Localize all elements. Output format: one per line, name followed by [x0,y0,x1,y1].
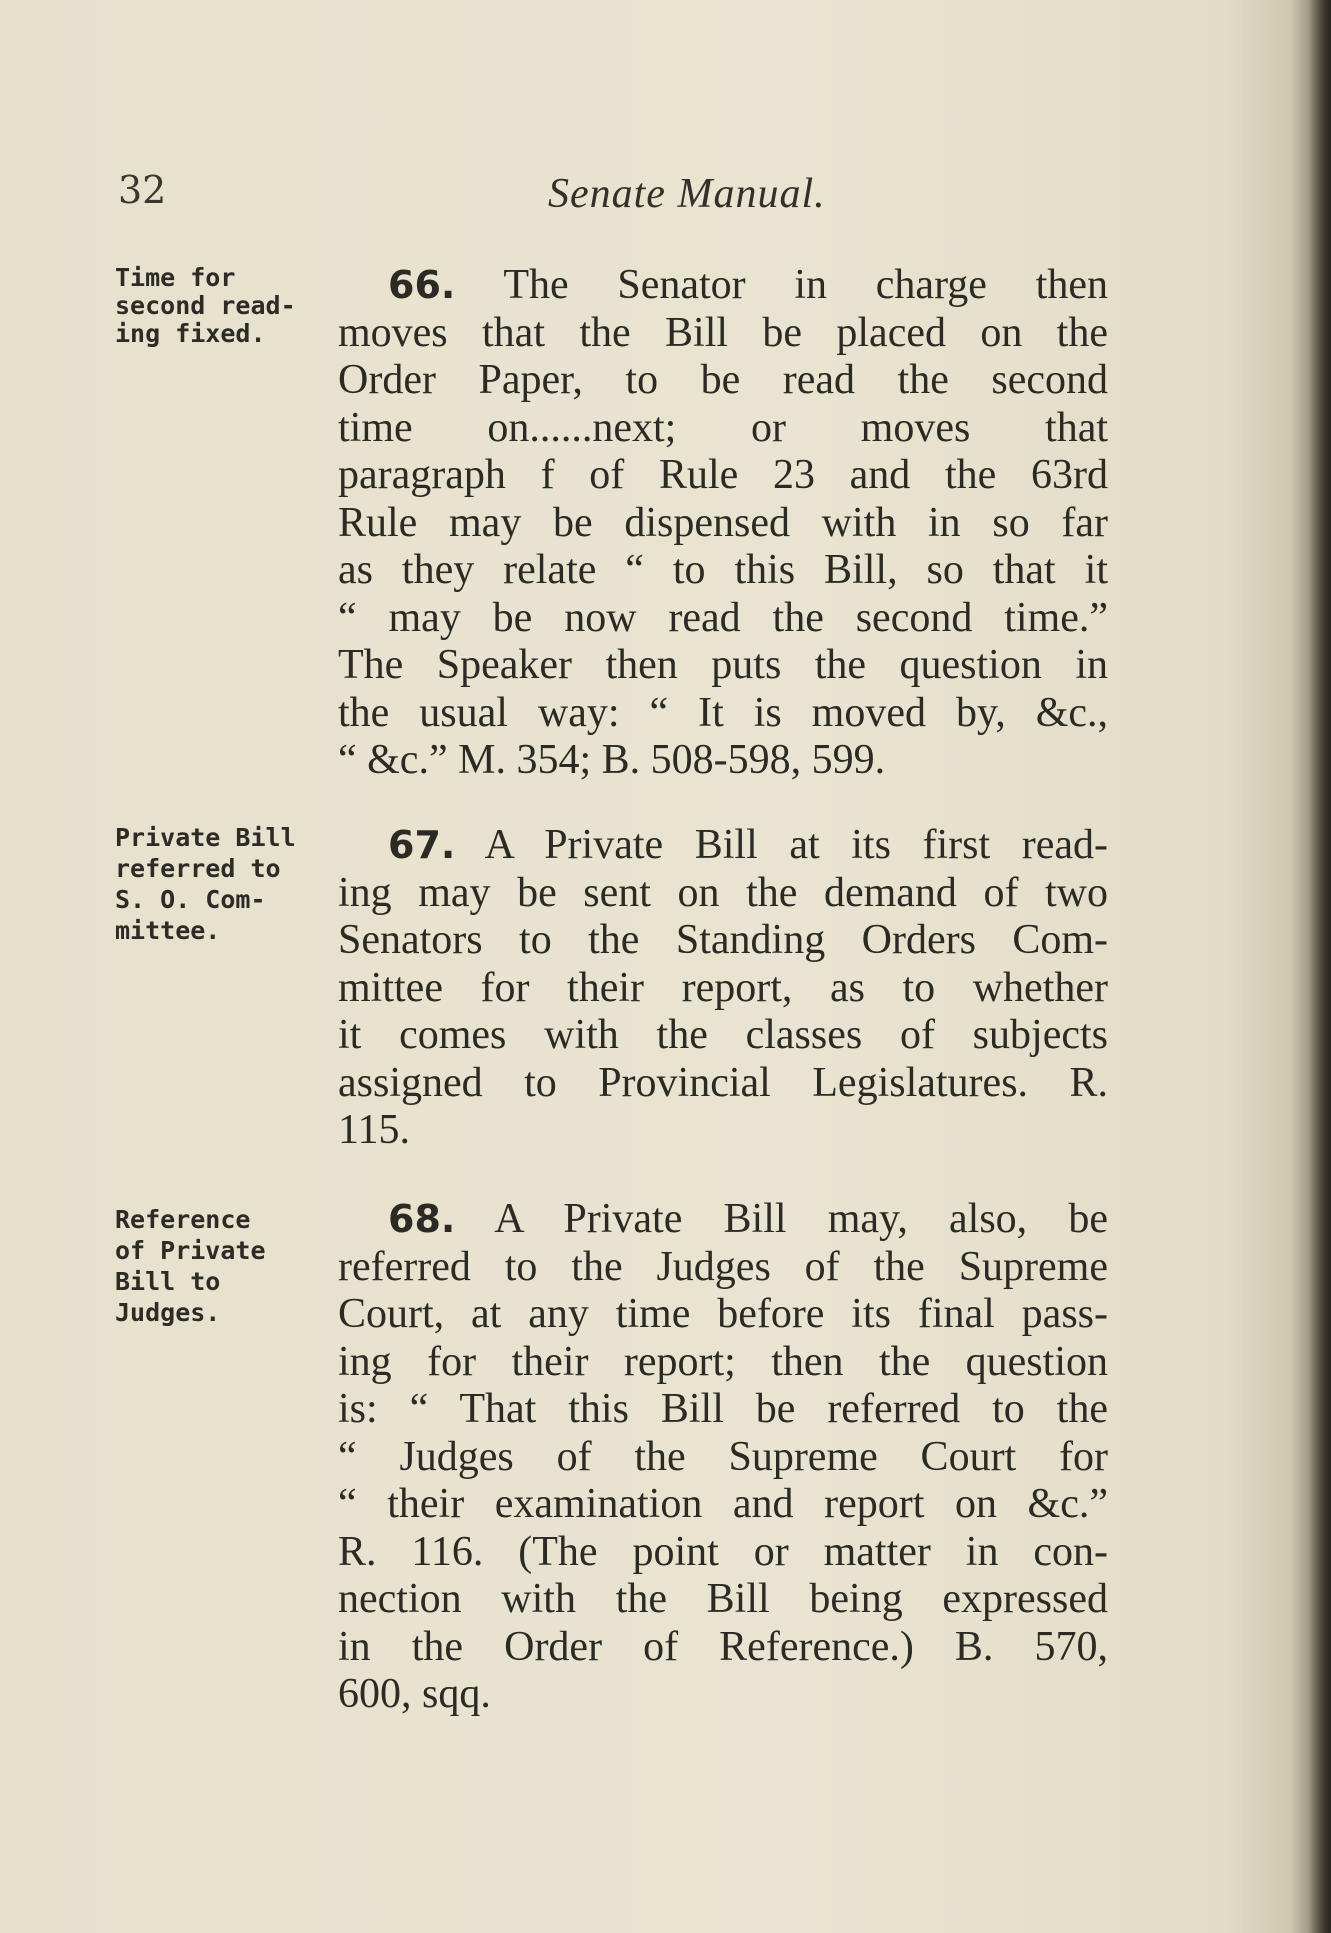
text-line: 115. [338,1107,410,1153]
text-line: ing may be sent on the demand of two [338,869,1108,916]
sidenote-line: Reference [115,1205,251,1234]
text-line: Rule may be dispensed with in so far [338,499,1108,546]
page-header [118,168,1108,228]
sidenote-section-66 [115,262,315,349]
text-line: A Private Bill at its first read- [484,822,1108,868]
sidenote-section-67 [115,822,315,946]
text-line: it comes with the classes of subjects [338,1012,1108,1058]
sidenote-line: Bill to [115,1267,221,1296]
text-line: ing for their report; then the question [338,1338,1108,1385]
section-number: 67. [388,823,456,867]
text-line: The Speaker then puts the question in [338,642,1108,688]
text-line: “ Judges of the Supreme Court for [338,1433,1108,1480]
text-line: is: “ That this Bill be referred to the [338,1386,1108,1432]
section-68-body [338,1196,1108,1719]
text-line: as they relate “ to this Bill, so that it [338,547,1108,593]
text-line: assigned to Provincial Legislatures. R. [338,1059,1108,1106]
text-line: paragraph f of Rule 23 and the 63rd [338,452,1108,498]
section-number: 68. [388,1197,456,1241]
text-line: nection with the Bill being expressed [338,1576,1108,1622]
page-binding-shadow [1309,0,1331,1933]
text-line: Order Paper, to be read the second [338,357,1108,403]
text-line: “ may be now read the second time.” [338,594,1108,641]
text-line: A Private Bill may, also, be [494,1196,1108,1242]
text-line: the usual way: “ It is moved by, &c., [338,689,1108,736]
text-line: Senators to the Standing Orders Com- [338,917,1108,963]
sidenote-line: second read- [115,291,296,320]
text-line: in the Order of Reference.) B. 570, [338,1623,1108,1670]
text-line: “ &c.” M. 354; B. 508-598, 599. [338,737,886,783]
text-line: Court, at any time before its final pass- [338,1291,1108,1337]
section-number: 66. [388,263,456,307]
sidenote-line: ing fixed. [115,319,266,348]
text-line: referred to the Judges of the Supreme [338,1243,1108,1290]
sidenote-section-68 [115,1204,315,1328]
sidenote-line: Judges. [115,1298,221,1327]
sidenote-line: S. O. Com- [115,885,266,914]
text-line: 600, sqq. [338,1671,491,1717]
text-line: R. 116. (The point or matter in con- [338,1528,1108,1575]
text-line: time on......next; or moves that [338,404,1108,451]
text-line: moves that the Bill be placed on the [338,309,1108,356]
sidenote-line: mittee. [115,916,221,945]
sidenote-line: referred to [115,854,281,883]
text-line: mittee for their report, as to whether [338,964,1108,1011]
sidenote-line: Private Bill [115,823,296,852]
sidenote-line: of Private [115,1236,266,1265]
section-66-body [338,262,1108,785]
sidenote-line: Time for [115,263,236,292]
section-67-body [338,822,1108,1155]
text-line: The Senator in charge then [503,262,1108,308]
running-title: Senate Manual. [548,171,826,217]
page-number: 32 [118,168,167,212]
text-line: “ their examination and report on &c.” [338,1481,1108,1527]
